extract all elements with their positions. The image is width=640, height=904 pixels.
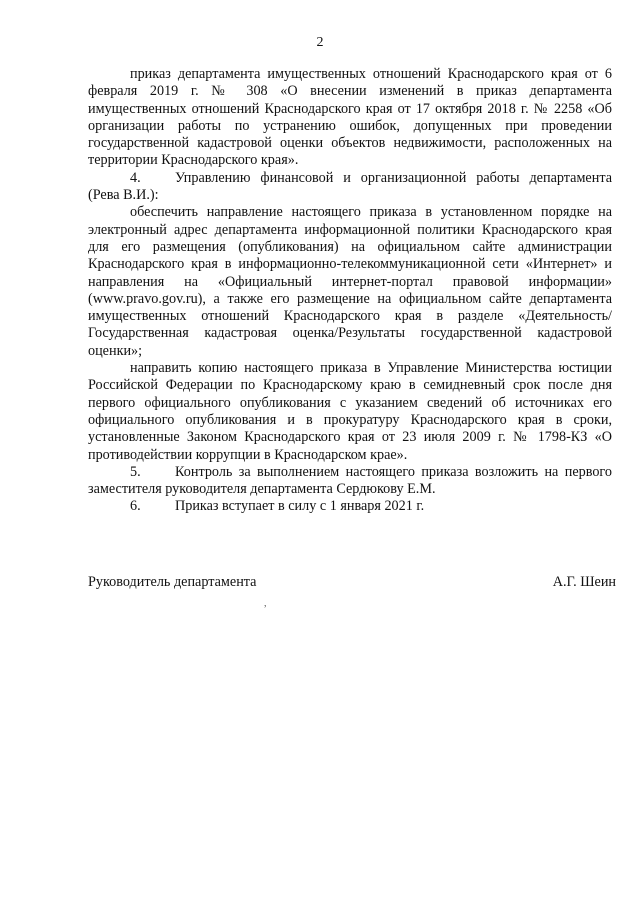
paragraph-number: 5. — [130, 463, 141, 480]
paragraph-text: обеспечить направление настоящего приказа в установленном порядке на электронный адрес департамента информационной политики Краснодарского края для его размещения (опубликования) на официальном сайте администрации Краснодарского края в информационно-телекоммуникационной сети «Интернет» и направления на «Официальный интернет-портал правовой информации» (www.pravo.gov.ru), а также его размещение на официальном сайте департамента имущественных отношений Краснодарского края в разделе «Деятельность/Государственная кадастровая оценка/Результаты государственной кадастровой оценки»; — [88, 204, 612, 359]
signatory-position: Руководитель департамента — [88, 574, 257, 590]
paragraph-number: 6. — [130, 498, 141, 515]
page-number: 2 — [316, 35, 324, 50]
paragraph-item-4-sub-a — [88, 204, 612, 360]
paragraph-text: Приказ вступает в силу с 1 января 2021 г. — [175, 498, 425, 515]
signature-block — [88, 574, 616, 591]
paragraph-item-5 — [88, 464, 612, 499]
paragraph-text: направить копию настоящего приказа в Управление Министерства юстиции Российской Федерации по Краснодарскому краю в семидневный срок после дня первого официального опубликования с указанием сведений об источниках его официального опубликования и в прокуратуру Краснодарского края в сроки, установленные Законом Краснодарского края от 23 июля 2009 г. № 1798-КЗ «О противодействии коррупции в Краснодарском крае». — [88, 360, 612, 463]
paragraph-continuation — [88, 66, 612, 170]
paragraph-item-6 — [88, 498, 612, 515]
paragraph-item-4 — [88, 170, 612, 205]
paragraph-item-4-sub-b — [88, 360, 612, 464]
paragraph-text: приказ департамента имущественных отношений Краснодарского края от 6 февраля 2019 г. № 308 «О внесении изменений в приказ департамента имущественных отношений Краснодарского края от 17 октября 2018 г. № 2258 «Об организации работы по устранению ошибок, допущенных при проведении государственной кадастровой оценки объектов недвижимости, расположенных на территории Краснодарского края». — [88, 66, 612, 169]
scan-speck: , — [264, 598, 267, 609]
signatory-name: А.Г. Шеин — [552, 574, 616, 590]
paragraph-text: Контроль за выполнением настоящего приказа возложить на первого заместителя руководителя департамента Сердюкову Е.М. — [88, 463, 612, 498]
paragraph-text: Управлению финансовой и организационной работы департамента (Рева В.И.): — [88, 169, 612, 204]
paragraph-number: 4. — [130, 169, 141, 186]
document-body — [88, 66, 612, 516]
